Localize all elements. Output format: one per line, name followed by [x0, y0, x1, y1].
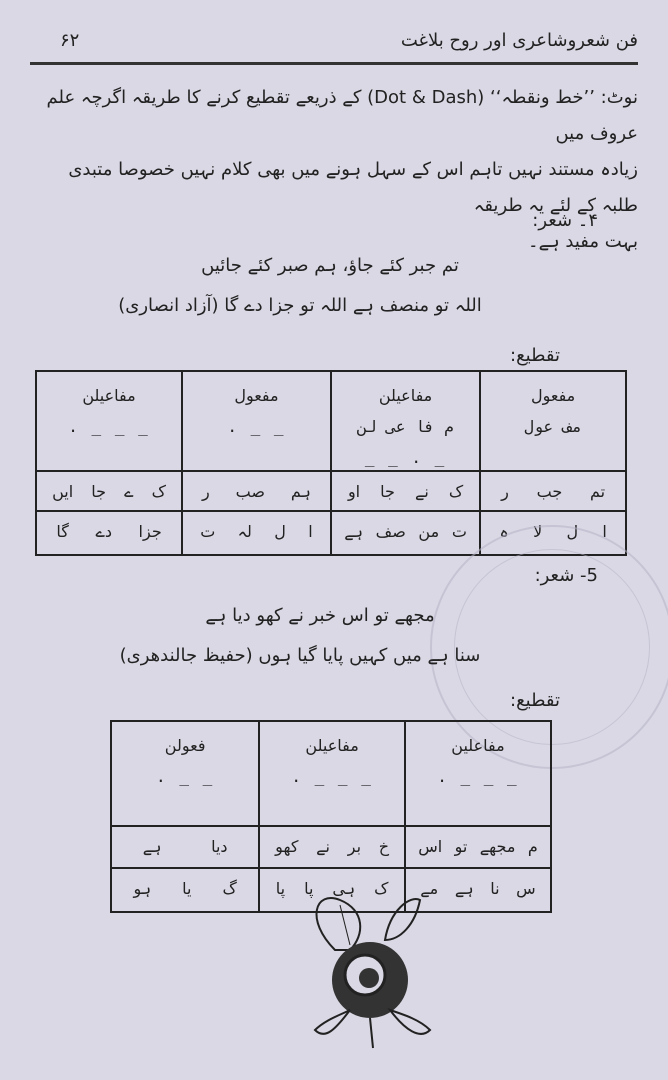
syllable: س	[516, 879, 536, 898]
syllable: جزا	[138, 522, 162, 541]
meter-cell	[111, 721, 259, 826]
syllable: پا	[275, 879, 286, 898]
meter-cell	[36, 371, 182, 471]
syllable-cell	[111, 826, 259, 868]
syllable: جا	[380, 482, 395, 501]
syllable-cell	[36, 471, 182, 511]
meter-name: مفعول	[234, 386, 279, 405]
syllable: دے	[95, 522, 112, 541]
note-line: نوٹ: ’’خط ونقطہ‘‘ (Dot & Dash) کے ذریعے تقطیع کرنے کا طریقہ اگرچہ علم عروف میں	[46, 87, 638, 144]
syllable-cell	[331, 471, 480, 511]
verse-line: اللہ تو منصف ہے اللہ تو جزا دے گا (آزاد انصاری)	[118, 295, 482, 316]
syllable: او	[347, 482, 361, 501]
meter-name: مفاعیلن	[378, 386, 433, 405]
note-line: بہت مفید ہے۔	[528, 231, 638, 252]
meter-name: مفاعیلن	[305, 736, 359, 755]
syllable: ایں	[52, 482, 74, 501]
running-header-title: فن شعروشاعری اور روح بلاغت	[400, 30, 638, 51]
syllable: صب	[235, 482, 265, 501]
note-line: زیادہ مستند نہیں تاہم اس کے سہل ہونے میں بھی کلام نہیں خصوصا متبدی طلبہ کے لئے یہ طریقہ	[68, 159, 638, 216]
page-number: ۶۲	[60, 30, 80, 51]
syllable: ے	[124, 482, 134, 501]
meter-name: مفاعیلن	[82, 386, 136, 405]
meter-cell	[259, 721, 405, 826]
syllable: ا	[602, 522, 607, 541]
syllable: ا	[308, 522, 313, 541]
syllable: ت	[451, 522, 467, 541]
meter-pattern: _ . _ _	[364, 448, 447, 467]
syllable: ل	[274, 522, 286, 541]
syllable: ک	[151, 482, 166, 501]
scansion-label: تقطیع:	[510, 690, 560, 711]
meter-cell	[480, 371, 626, 471]
rose-ornament-icon	[295, 880, 445, 1050]
syllable: کھو	[275, 837, 299, 856]
syllable: ہے	[344, 522, 363, 541]
syllable: جا	[91, 482, 107, 501]
syllable: ک	[448, 482, 464, 501]
syllable: م	[527, 837, 538, 856]
syllable-cell	[182, 511, 331, 555]
meter-name: مفاعلین	[451, 736, 505, 755]
syllable: ہے	[142, 837, 162, 856]
syllable: لا	[533, 522, 543, 541]
syllable: اس	[418, 837, 443, 856]
syllable: ر	[501, 482, 509, 501]
meter-cell	[331, 371, 480, 471]
syllable: گا	[56, 522, 69, 541]
syllable: ل	[566, 522, 579, 541]
syllable: ت	[200, 522, 216, 541]
syllable: نے	[316, 837, 330, 856]
note-paragraph	[30, 80, 638, 260]
meter-pattern: _ _ .	[156, 767, 215, 786]
meter-breakdown: م فا عی لن	[357, 417, 454, 436]
syllable: نے	[414, 482, 429, 501]
syllable: جب	[536, 482, 563, 501]
syllable: ر	[202, 482, 210, 501]
header-divider	[30, 62, 638, 65]
syllable-cell	[331, 511, 480, 555]
couplet-label: ۴۔ شعر:	[532, 210, 598, 231]
syllable: من	[418, 522, 440, 541]
syllable: مے	[420, 879, 439, 898]
meter-cell	[182, 371, 331, 471]
syllable-cell	[111, 868, 259, 912]
syllable: ک	[374, 879, 389, 898]
meter-breakdown: مف عول	[524, 417, 582, 436]
syllable: ہ	[499, 522, 509, 541]
syllable-cell	[182, 471, 331, 511]
syllable: یا	[182, 879, 192, 898]
syllable: پا	[304, 879, 314, 898]
syllable: ہی	[332, 879, 356, 898]
syllable: بر	[347, 837, 362, 856]
scansion-label: تقطیع:	[510, 345, 560, 366]
verse-line: مجھے تو اس خبر نے کھو دیا ہے	[205, 605, 435, 626]
meter-name: فعولن	[164, 736, 206, 755]
syllable: صف	[375, 522, 406, 541]
syllable: تم	[590, 482, 606, 501]
syllable: ہے	[454, 879, 474, 898]
syllable-cell	[259, 826, 405, 868]
meter-name: مفعول	[530, 386, 576, 405]
syllable: خ	[378, 837, 390, 856]
syllable-cell	[36, 511, 182, 555]
couplet-label: 5- شعر:	[534, 565, 598, 586]
meter-pattern: _ _ .	[227, 417, 286, 436]
verse-line: تم جبر کئے جاؤ، ہم صبر کئے جائیں	[201, 255, 459, 276]
syllable: ہم	[290, 482, 311, 501]
syllable: نا	[490, 879, 500, 898]
syllable: مجھے	[479, 837, 516, 856]
verse-line: سنا ہے میں کہیں پایا گیا ہوں (حفیظ جالندھری)	[119, 645, 481, 666]
meter-cell	[405, 721, 551, 826]
syllable-cell	[405, 826, 551, 868]
syllable: ہو	[133, 879, 152, 898]
syllable: گ	[222, 879, 237, 898]
syllable-cell	[480, 471, 626, 511]
meter-pattern: _ _ _ .	[437, 767, 519, 786]
syllable: تو	[454, 837, 468, 856]
syllable: دیا	[211, 837, 228, 856]
meter-pattern: _ _ _ .	[291, 767, 373, 786]
meter-pattern: _ _ _ .	[68, 417, 150, 436]
syllable: لہ	[237, 522, 252, 541]
